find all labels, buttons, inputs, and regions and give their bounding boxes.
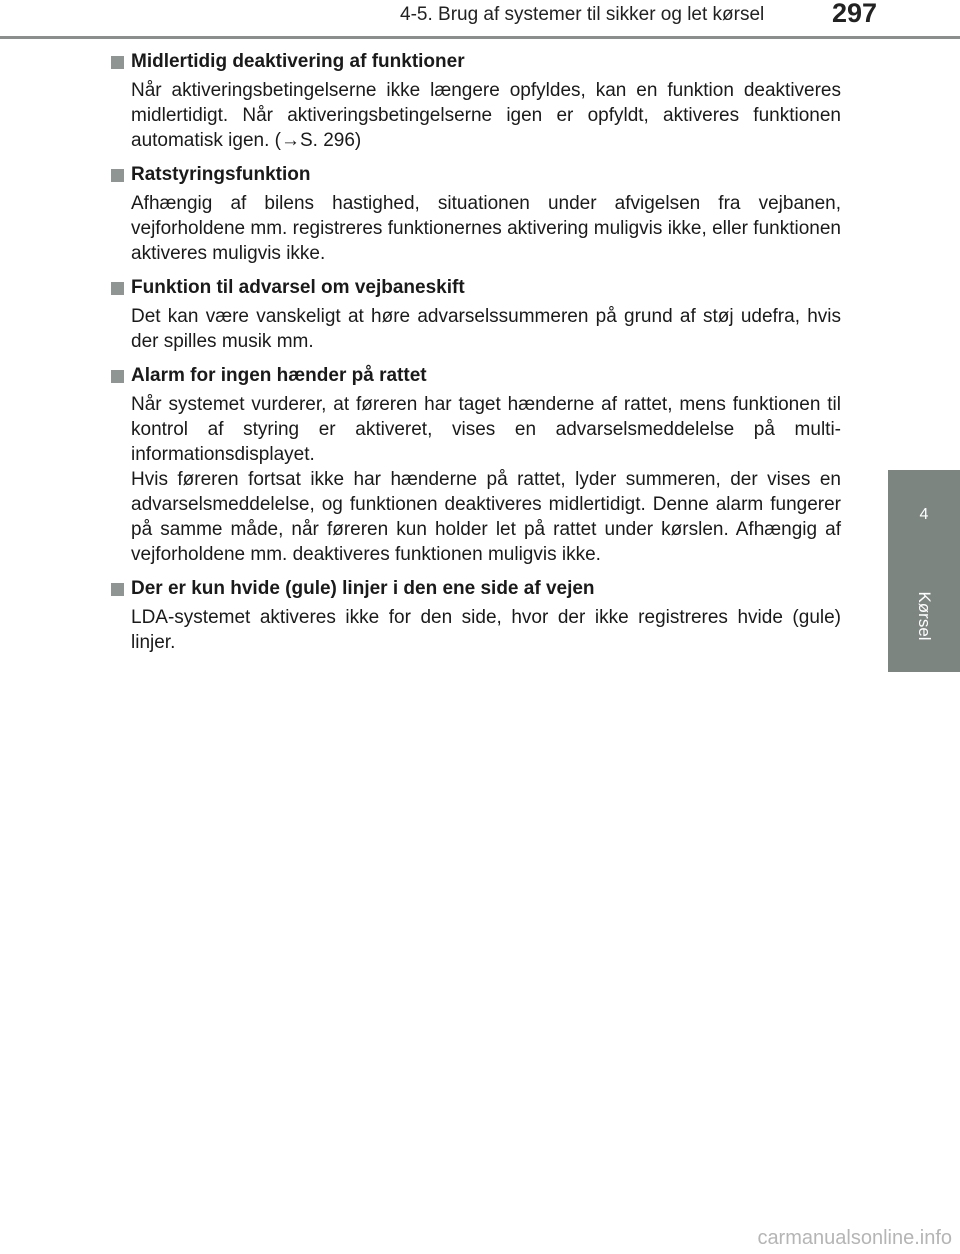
chapter-number: 4 [919, 506, 929, 523]
running-header: 4-5. Brug af systemer til sikker og let kørsel [400, 4, 765, 25]
section [111, 363, 841, 567]
paragraph: LDA-systemet aktiveres ikke for den side, hvor der ikke registreres hvide (gule) linjer. [131, 607, 841, 653]
section [111, 275, 841, 354]
section-heading-text: Funktion til advarsel om vejbaneskift [131, 277, 465, 298]
section-body [131, 304, 841, 354]
section [111, 49, 841, 153]
paragraph: Afhængig af bilens hastighed, situationen under afvigelsen fra vejbanen, vejforholdene mm. registreres funktionernes aktivering muligvis ikke, eller funktionen aktiveres muligvis ikke. [131, 193, 841, 264]
square-bullet-icon [111, 56, 124, 69]
square-bullet-icon [111, 282, 124, 295]
chapter-label: Kørsel [915, 591, 934, 641]
main-content [111, 49, 841, 664]
watermark: carmanualsonline.info [757, 1227, 952, 1249]
paragraph: Hvis føreren fortsat ikke har hænderne på rattet, lyder summeren, der vises en advarselsmeddelelse, og funktionen deaktiveres midlertidigt. Denne alarm fungerer på samme måde, når føreren kun holder let på rattet under kørslen. Afhængig af vejforholdene mm. deaktiveres funktionen muligvis ikke. [131, 469, 841, 565]
section-heading [111, 162, 841, 188]
section-body [131, 392, 841, 567]
chapter-tab-number [888, 470, 960, 560]
square-bullet-icon [111, 583, 124, 596]
section [111, 576, 841, 655]
section-heading-text: Midlertidig deaktivering af funktioner [131, 51, 465, 72]
section-heading-text: Ratstyringsfunktion [131, 164, 311, 185]
paragraph: Det kan være vanskeligt at høre advarselssummeren på grund af støj udefra, hvis der spilles musik mm. [131, 306, 841, 352]
page-number: 297 [832, 0, 878, 28]
section-heading-text: Alarm for ingen hænder på rattet [131, 365, 427, 386]
square-bullet-icon [111, 370, 124, 383]
section-heading [111, 275, 841, 301]
section [111, 162, 841, 266]
section-body [131, 78, 841, 153]
section-heading [111, 49, 841, 75]
section-body [131, 191, 841, 266]
paragraph: Når aktiveringsbetingelserne ikke længere opfyldes, kan en funktion deaktiveres midlertidigt. Når aktiveringsbetingelserne igen er opfyldt, aktiveres funktionen automatisk igen. (→S. 296) [131, 80, 841, 151]
paragraph: Når systemet vurderer, at føreren har taget hænderne af rattet, mens funktionen til kontrol af styring er aktiveret, vises en advarselsmeddelelse på multi-informationsdisplayet. [131, 394, 841, 465]
section-body [131, 605, 841, 655]
header-divider [0, 36, 960, 39]
section-heading-text: Der er kun hvide (gule) linjer i den ene side af vejen [131, 578, 595, 599]
chapter-tab-label [888, 560, 960, 672]
square-bullet-icon [111, 169, 124, 182]
section-heading [111, 363, 841, 389]
section-heading [111, 576, 841, 602]
